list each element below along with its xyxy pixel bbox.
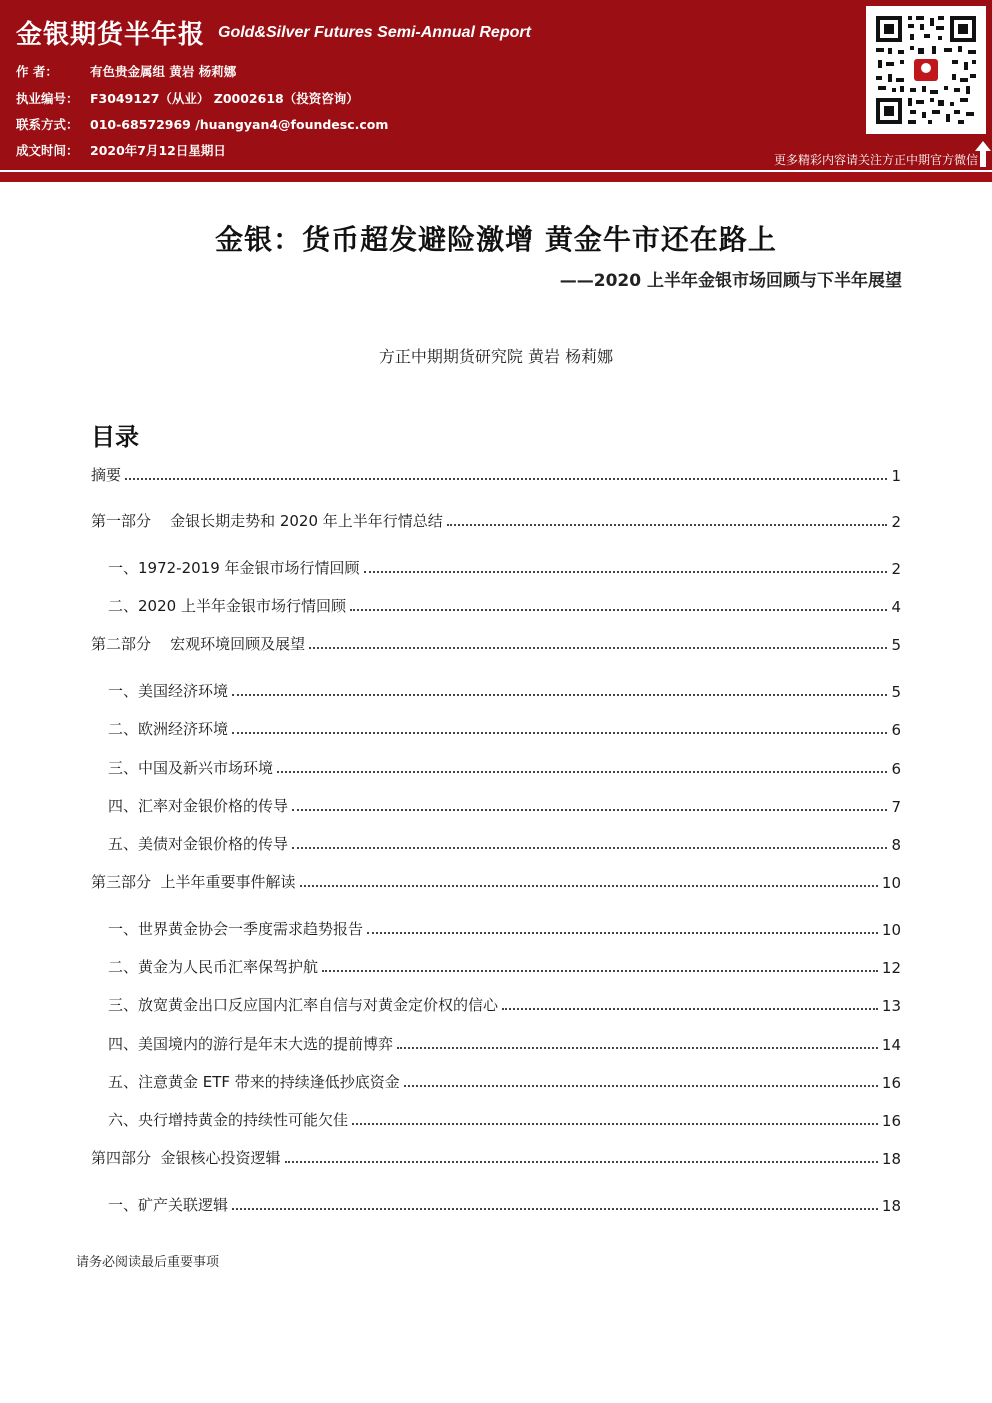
toc-entry-page: 2 [891,560,901,578]
toc-leader-dots [277,771,887,773]
toc-entry[interactable] [108,1193,901,1215]
toc-entry-label: 一、矿产关联逻辑 [108,1196,229,1214]
toc-entry[interactable] [91,463,901,485]
toc-entry[interactable] [108,556,901,578]
toc-leader-dots [292,847,887,849]
toc-entry-label: 四、美国境内的游行是年末大选的提前博弈 [108,1035,394,1053]
toc-entry-page: 10 [881,874,901,892]
toc-entry-label: 第四部分 金银核心投资逻辑 [91,1149,281,1167]
toc-entry[interactable] [91,1146,901,1168]
toc-entry-label: 一、1972-2019 年金银市场行情回顾 [108,559,360,577]
toc-entry-label: 三、放宽黄金出口反应国内汇率自信与对黄金定价权的信心 [108,996,499,1014]
toc-entry-page: 7 [891,798,901,816]
report-name-en: Gold&Silver Futures Semi-Annual Report [218,24,531,41]
toc-leader-dots [404,1085,878,1087]
toc-entry-page: 6 [891,721,901,739]
toc-entry-page: 18 [881,1150,901,1168]
meta-label: 联系方式： [16,117,79,132]
toc-leader-dots [367,932,878,934]
meta-license [16,89,359,107]
toc-leader-dots [322,970,878,972]
toc-leader-dots [309,647,887,649]
toc-entry-label: 第三部分 上半年重要事件解读 [91,873,296,891]
qr-code-icon [874,14,978,126]
toc-entry-page: 10 [881,921,901,939]
toc-entry-label: 摘要 [91,466,122,484]
toc-entry[interactable] [108,717,901,739]
toc-leader-dots [232,694,887,696]
toc-entry-label: 四、汇率对金银价格的传导 [108,797,289,815]
toc-entry[interactable] [108,1108,901,1130]
meta-label: 执业编号： [16,91,79,106]
toc-entry[interactable] [91,632,901,654]
toc-entry-label: 一、美国经济环境 [108,682,229,700]
toc-leader-dots [350,609,887,611]
meta-label: 成文时间： [16,143,79,158]
report-name: 金银期货半年报 [16,20,206,50]
footer-disclaimer-note: 请务必阅读最后重要事项 [76,1255,220,1270]
toc-entry-label: 一、世界黄金协会一季度需求趋势报告 [108,920,364,938]
toc-heading: 目录 [91,423,139,451]
toc-leader-dots [125,478,887,480]
meta-author [16,62,236,80]
toc-entry-page: 5 [891,683,901,701]
toc-entry-page: 2 [891,513,901,531]
toc-entry-page: 12 [881,959,901,977]
toc-leader-dots [352,1123,878,1125]
toc-entry[interactable] [108,832,901,854]
toc-entry-label: 六、央行增持黄金的持续性可能欠佳 [108,1111,349,1129]
toc-leader-dots [232,1208,878,1210]
toc-entry[interactable] [91,509,901,531]
arrow-up-icon [974,140,992,168]
toc-entry[interactable] [108,955,901,977]
toc-leader-dots [364,571,887,573]
toc-entry[interactable] [108,1032,901,1054]
toc-entry-label: 第一部分 金银长期走势和 2020 年上半年行情总结 [91,512,443,530]
meta-label: 作 者： [16,64,58,79]
toc-leader-dots [397,1047,878,1049]
toc-entry-page: 5 [891,636,901,654]
meta-value: 2020年7月12日星期日 [90,143,226,158]
toc-entry-page: 6 [891,760,901,778]
toc-entry-page: 16 [881,1112,901,1130]
toc-entry-page: 8 [891,836,901,854]
toc-entry-page: 14 [881,1036,901,1054]
toc-leader-dots [447,524,887,526]
meta-date [16,141,226,159]
toc-leader-dots [232,732,887,734]
wechat-qr-code [866,6,986,134]
toc-entry-page: 1 [891,467,901,485]
toc-entry-page: 13 [881,997,901,1015]
document-authors: 方正中期期货研究院 黄岩 杨莉娜 [378,347,614,366]
toc-entry-page: 18 [881,1197,901,1215]
toc-entry[interactable] [91,870,901,892]
meta-value: F3049127（从业） Z0002618（投资咨询） [90,91,359,106]
toc-entry-label: 第二部分 宏观环境回顾及展望 [91,635,306,653]
toc-leader-dots [285,1161,878,1163]
toc-entry[interactable] [108,756,901,778]
follow-wechat-text: 更多精彩内容请关注方正中期官方微信 [773,153,978,167]
meta-value: 010-68572969 /huangyan4@foundesc.com [90,117,389,132]
toc-leader-dots [292,809,887,811]
toc-entry-page: 16 [881,1074,901,1092]
toc-entry[interactable] [108,993,901,1015]
toc-entry[interactable] [108,679,901,701]
meta-value: 有色贵金属组 黄岩 杨莉娜 [90,64,237,79]
toc-leader-dots [300,885,878,887]
toc-entry-label: 三、中国及新兴市场环境 [108,759,274,777]
meta-contact [16,115,388,133]
toc-entry[interactable] [108,1070,901,1092]
toc-entry[interactable] [108,794,901,816]
document-title: 金银：货币超发避险激增 黄金牛市还在路上 [215,223,777,256]
toc-entry-page: 4 [891,598,901,616]
toc-entry-label: 二、欧洲经济环境 [108,720,229,738]
toc-entry-label: 二、2020 上半年金银市场行情回顾 [108,597,346,615]
toc-entry-label: 五、美债对金银价格的传导 [108,835,289,853]
toc-entry-label: 五、注意黄金 ETF 带来的持续逢低抄底资金 [108,1073,400,1091]
document-subtitle: ——2020 上半年金银市场回顾与下半年展望 [559,271,902,291]
toc-entry[interactable] [108,594,901,616]
header-divider [0,172,992,182]
toc-entry[interactable] [108,917,901,939]
toc-entry-label: 二、黄金为人民币汇率保驾护航 [108,958,319,976]
toc-leader-dots [502,1008,878,1010]
